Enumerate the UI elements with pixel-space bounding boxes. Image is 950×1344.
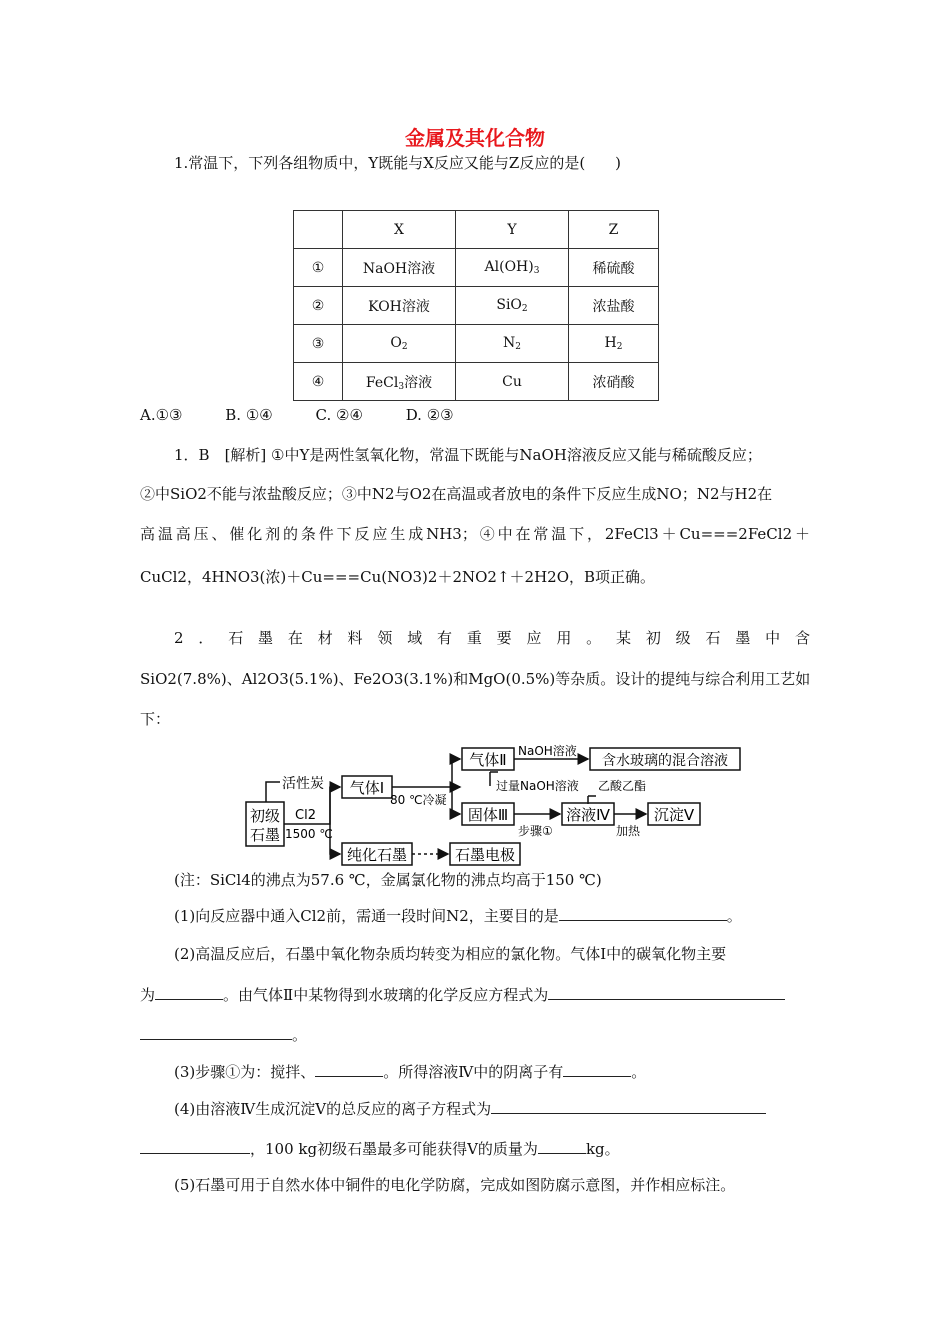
- q2-sub5: (5)石墨可用于自然水体中铜件的电化学防腐，完成如图防腐示意图，并作相应标注。: [174, 1176, 736, 1194]
- table-cell: 稀硫酸: [569, 249, 659, 287]
- table-cell: $N_2$: [456, 325, 569, 363]
- flow-temperature: 1500 ℃: [285, 827, 333, 841]
- q1-analysis-line: 1．B [解析] ①中Y是两性氢氧化物，常温下既能与NaOH溶液反应又能与稀硫酸反应；: [174, 446, 762, 464]
- answer-blank[interactable]: [538, 1139, 586, 1154]
- table-cell: ③: [294, 325, 343, 363]
- answer-blank[interactable]: [548, 985, 785, 1000]
- sub3-text-2: 。所得溶液Ⅳ中的阴离子有: [383, 1063, 564, 1081]
- table-header-row: [294, 211, 659, 249]
- flow-gas-1: 气体Ⅰ: [349, 779, 385, 797]
- sub1-text: (1)向反应器中通入Cl2前，需通一段时间N2，主要目的是: [174, 907, 559, 925]
- flow-precipitate-5: 沉淀Ⅴ: [653, 806, 695, 824]
- flow-solid-3: 固体Ⅲ: [467, 806, 509, 824]
- table-cell: NaOH溶液: [343, 249, 456, 287]
- sub2-period: 。: [292, 1026, 308, 1044]
- table-cell: ①: [294, 249, 343, 287]
- answer-blank[interactable]: [155, 985, 223, 1000]
- table-row: [294, 325, 659, 363]
- table-cell: KOH溶液: [343, 287, 456, 325]
- table-cell: $H_2$: [569, 325, 659, 363]
- flow-step-1: 步骤①: [518, 824, 553, 838]
- page-title: 金属及其化合物: [405, 126, 545, 150]
- flow-activated-carbon: 活性炭: [282, 776, 324, 792]
- q2-sub4-line2: [140, 1138, 810, 1159]
- table-cell: [294, 211, 343, 249]
- q2-sub1: [174, 905, 810, 926]
- table-cell: 浓硝酸: [569, 363, 659, 401]
- table-cell: Y: [456, 211, 569, 249]
- q2-sub2-line3: [140, 1024, 810, 1045]
- q1-analysis-line: CuCl2，4HNO3(浓)＋Cu===Cu(NO3)2＋2NO2↑＋2H2O，B项正确。: [140, 568, 656, 586]
- q2-stem-line: SiO2(7.8%)、Al2O3(5.1%)、Fe2O3(3.1%)和MgO(0.5%)等杂质。设计的提纯与综合利用工艺如: [140, 670, 811, 688]
- q2-sub2-line2: [140, 984, 810, 1005]
- answer-blank[interactable]: [140, 1025, 292, 1040]
- table-row: [294, 249, 659, 287]
- sub3-text: (3)步骤①为：搅拌、: [174, 1063, 316, 1081]
- q2-sub2-line1: (2)高温反应后，石墨中氧化物杂质均转变为相应的氯化物。气体Ⅰ中的碳氧化物主要: [174, 945, 727, 963]
- answer-blank[interactable]: [563, 1062, 631, 1077]
- q1-analysis-line: ②中SiO2不能与浓盐酸反应；③中N2与O2在高温或者放电的条件下反应生成NO；N2与H2在: [140, 485, 773, 503]
- q2-sub4-line1: [174, 1098, 810, 1119]
- flow-naoh-solution: NaOH溶液: [518, 744, 577, 758]
- q2-sub3: [174, 1061, 810, 1082]
- option-d: D. ②③: [405, 406, 454, 424]
- flow-heat: 加热: [616, 824, 641, 838]
- table-cell: $O_2$: [343, 325, 456, 363]
- option-a: A.①③: [140, 406, 183, 424]
- table-cell: ②: [294, 287, 343, 325]
- flow-water-glass-mixture: 含水玻璃的混合溶液: [602, 753, 728, 769]
- table-cell: FeCl$_3$溶液: [343, 363, 456, 401]
- q1-options: [140, 406, 560, 424]
- sub4-unit: kg。: [585, 1140, 620, 1158]
- flow-pure-graphite: 纯化石墨: [346, 846, 408, 864]
- sub3-period: 。: [631, 1063, 647, 1081]
- table-cell: Z: [569, 211, 659, 249]
- sub2-text: 为: [140, 986, 156, 1004]
- q2-note: (注：SiCl4的沸点为57.6 ℃，金属氯化物的沸点均高于150 ℃): [174, 871, 602, 889]
- flow-raw-graphite-line1: 初级: [249, 807, 281, 825]
- flow-cl2: Cl2: [295, 808, 316, 823]
- answer-blank[interactable]: [140, 1139, 250, 1154]
- flow-excess-naoh: 过量NaOH溶液: [496, 779, 579, 793]
- table-row: [294, 287, 659, 325]
- option-c: C. ②④: [315, 406, 363, 424]
- table-cell: ④: [294, 363, 343, 401]
- flow-raw-graphite-line2: 石墨: [249, 826, 281, 844]
- table-cell: SiO$_2$: [456, 287, 569, 325]
- q1-table: [293, 210, 659, 401]
- q2-stem-line: 下：: [140, 710, 171, 728]
- answer-blank[interactable]: [315, 1062, 383, 1077]
- option-b: B. ①④: [225, 406, 273, 424]
- sub2-text-2: 。由气体Ⅱ中某物得到水玻璃的化学反应方程式为: [223, 986, 549, 1004]
- q1-stem: 1.常温下，下列各组物质中，Y既能与X反应又能与Z反应的是( ): [174, 154, 622, 172]
- answer-blank[interactable]: [491, 1099, 766, 1114]
- table-cell: $Al(OH)_3$: [456, 249, 569, 287]
- process-flow-diagram: [240, 742, 745, 866]
- flow-ethyl-acetate: 乙酸乙酯: [598, 779, 647, 793]
- sub4-text: (4)由溶液Ⅳ生成沉淀Ⅴ的总反应的离子方程式为: [174, 1100, 492, 1118]
- table-cell: Cu: [456, 363, 569, 401]
- sub1-period: 。: [726, 907, 742, 925]
- q1-analysis-line: 高温高压、催化剂的条件下反应生成NH3；④中在常温下，2FeCl3＋Cu===2FeCl2＋: [140, 525, 810, 543]
- table-cell: X: [343, 211, 456, 249]
- q2-stem-line: 2．石墨在材料领域有重要应用。某初级石墨中含: [174, 629, 810, 647]
- answer-blank[interactable]: [559, 906, 727, 921]
- table-cell: 浓盐酸: [569, 287, 659, 325]
- flow-graphite-electrode: 石墨电极: [454, 846, 516, 864]
- flow-condense-80: 80 ℃冷凝: [390, 793, 447, 807]
- flow-gas-2: 气体Ⅱ: [469, 751, 507, 769]
- flow-solution-4: 溶液Ⅳ: [566, 806, 610, 824]
- sub4-text-2: ，100 kg初级石墨最多可能获得Ⅴ的质量为: [250, 1140, 538, 1158]
- table-row: [294, 363, 659, 401]
